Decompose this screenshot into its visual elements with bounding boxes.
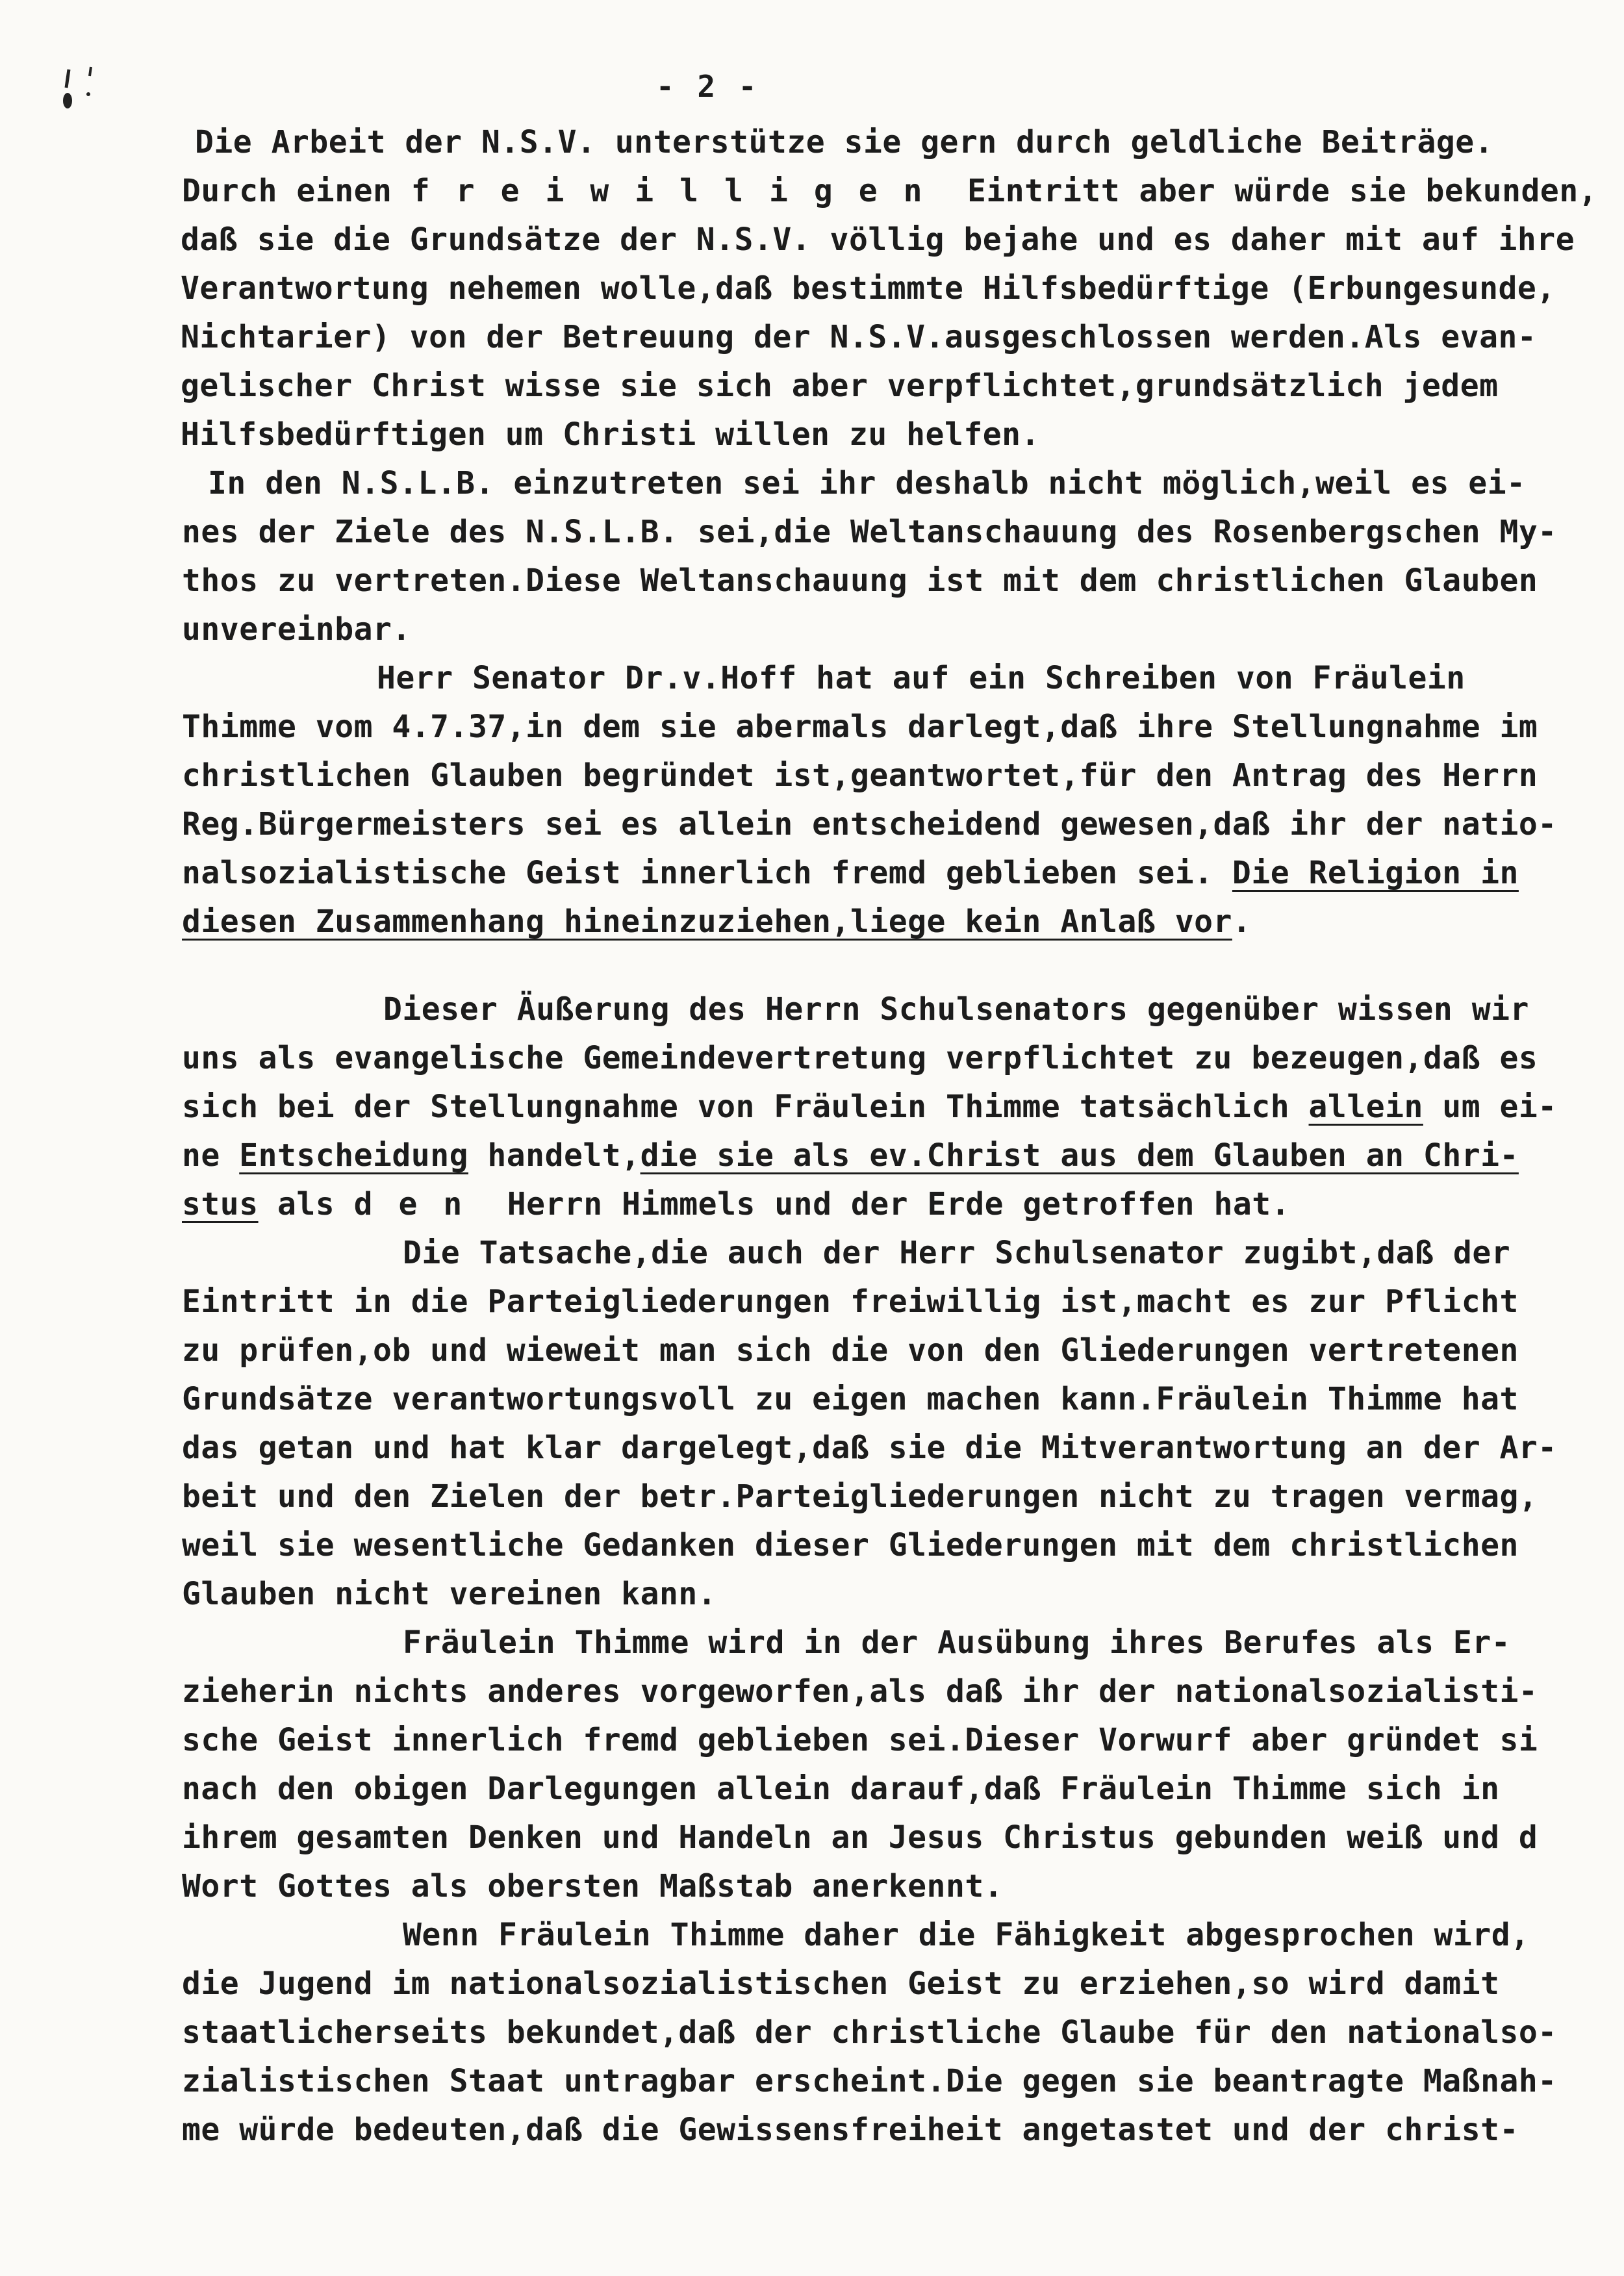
text-line	[208, 465, 1526, 501]
text-line	[182, 857, 1519, 889]
line-text: Verantwortung nehemen wolle,daß bestimmte Hilfsbedürftige (Erbungesunde,	[181, 270, 1556, 307]
line-text: Herr Senator Dr.v.Hoff hat auf ein Schreiben von Fräulein	[377, 660, 1465, 696]
line-text: zu prüfen,ob und wieweit man sich die von den Gliederungen vertretenen	[182, 1332, 1519, 1369]
text-line	[181, 368, 1499, 404]
line-text: uns als evangelische Gemeindevertretung verpflichtet zu bezeugen,daß es	[182, 1040, 1538, 1076]
line-text: weil sie wesentliche Gedanken dieser Gliederungen mit dem christlichen	[182, 1527, 1519, 1563]
text-line	[181, 319, 1537, 355]
line-text: Glauben nicht vereinen kann.	[182, 1576, 717, 1612]
line-text: Thimme vom 4.7.37,in dem sie abermals darlegt,daß ihre Stellungnahme im	[182, 709, 1538, 745]
text-line	[182, 1527, 1519, 1563]
line-text: als	[258, 1186, 354, 1222]
text-line	[182, 611, 411, 648]
text-line	[182, 1332, 1519, 1369]
line-text: gelischer Christ wisse sie sich aber verpflichtet,grundsätzlich jedem	[181, 368, 1499, 404]
line-text: um ei-	[1423, 1089, 1557, 1125]
line-text: thos zu vertreten.Diese Weltanschauung ist mit dem christlichen Glauben	[182, 563, 1538, 599]
text-line	[403, 1919, 1530, 1951]
line-text: sche Geist innerlich fremd geblieben sei.Dieser Vorwurf aber gründet si	[182, 1722, 1538, 1758]
line-text: das getan und hat klar dargelegt,daß sie die Mitverantwortung an der Ar-	[182, 1430, 1557, 1466]
line-text: Wenn Fräulein Thimme daher die Fähigkeit abgesprochen wird,	[403, 1917, 1530, 1953]
text-line	[182, 1089, 1557, 1125]
text-line	[181, 221, 1575, 258]
text-line	[182, 757, 1538, 794]
underlined-text: die sie als ev.Christ aus dem Glauben an Chri-	[640, 1137, 1519, 1174]
line-text: zialistischen Staat untragbar erscheint.Die gegen sie beantragte Maßnah-	[182, 2063, 1557, 2099]
line-text: Dieser Äußerung des Herrn Schulsenators gegenüber wissen wir	[383, 991, 1529, 1028]
text-line	[182, 1040, 1538, 1076]
underlined-text: allein	[1308, 1089, 1423, 1125]
line-text: nes der Ziele des N.S.L.B. sei,die Weltanschauung des Rosenbergschen My-	[182, 514, 1557, 550]
underlined-text: diesen Zusammenhang hineinzuziehen,liege kein Anlaß vor	[182, 904, 1232, 940]
text-line	[182, 1771, 1500, 1807]
line-text: ihrem gesamten Denken und Handeln an Jesus Christus gebunden weiß und d	[182, 1819, 1538, 1856]
margin-punch-marks	[60, 62, 118, 120]
line-text: staatlicherseits bekundet,daß der christliche Glaube für den nationalso-	[182, 2014, 1557, 2051]
text-line	[181, 416, 1040, 453]
line-text: Herrn Himmels und der Erde getroffen hat.	[488, 1186, 1291, 1222]
text-line	[181, 270, 1556, 307]
text-line	[182, 1819, 1538, 1856]
line-text: .	[1232, 904, 1252, 940]
line-text: Fräulein Thimme wird in der Ausübung ihres Berufes als Er-	[403, 1625, 1511, 1661]
text-line	[182, 2063, 1557, 2099]
underlined-text: Die Religion in	[1232, 855, 1519, 891]
text-line	[383, 991, 1529, 1028]
text-line	[182, 563, 1538, 599]
text-line	[182, 1283, 1519, 1320]
text-line	[182, 1966, 1500, 2002]
line-text: sich bei der Stellungnahme von Fräulein Thimme tatsächlich	[182, 1089, 1309, 1125]
text-line	[182, 2014, 1557, 2051]
line-text: me würde bedeuten,daß die Gewissensfreiheit angetastet und der christ-	[182, 2112, 1519, 2148]
line-text: Die Arbeit der N.S.V. unterstütze sie gern durch geldliche Beiträge.	[195, 124, 1494, 160]
text-line	[182, 516, 1557, 548]
text-line	[182, 904, 1252, 940]
text-line	[182, 2112, 1519, 2148]
line-text: Nichtarier) von der Betreuung der N.S.V.ausgeschlossen werden.Als evan-	[181, 319, 1537, 355]
text-line	[182, 1673, 1538, 1710]
page-number: - 2 -	[656, 69, 759, 104]
line-text: Wort Gottes als obersten Maßstab anerkennt.	[182, 1868, 1004, 1904]
line-text: Hilfsbedürftigen um Christi willen zu helfen.	[181, 416, 1040, 453]
line-text: unvereinbar.	[182, 611, 411, 648]
line-text: Reg.Bürgermeisters sei es allein entscheidend gewesen,daß ihr der natio-	[182, 806, 1557, 842]
text-line	[182, 1578, 717, 1610]
line-text: nach den obigen Darlegungen allein darauf,daß Fräulein Thimme sich in	[182, 1771, 1500, 1807]
line-text: daß sie die Grundsätze der N.S.V. völlig bejahe und es daher mit auf ihre	[181, 221, 1575, 258]
text-line	[403, 1237, 1510, 1269]
text-line	[182, 1381, 1519, 1417]
line-text: ne	[182, 1137, 240, 1174]
line-text: zieherin nichts anderes vorgeworfen,als daß ihr der nationalsozialisti-	[182, 1673, 1538, 1710]
text-line	[195, 124, 1494, 160]
line-text: Durch einen	[182, 173, 411, 209]
line-text: nalsozialistische Geist innerlich fremd geblieben sei.	[182, 855, 1232, 891]
line-text: christlichen Glauben begründet ist,geantwortet,für den Antrag des Herrn	[182, 757, 1538, 794]
line-text: Die Tatsache,die auch der Herr Schulsenator zugibt,daß der	[403, 1235, 1511, 1271]
text-line	[403, 1625, 1511, 1661]
underlined-text: Entscheidung	[239, 1137, 468, 1174]
line-text: Eintritt aber würde sie bekunden,	[948, 173, 1598, 209]
text-line	[182, 1186, 1291, 1222]
line-text: beit und den Zielen der betr.Parteigliederungen nicht zu tragen vermag,	[182, 1478, 1538, 1515]
line-text: In den N.S.L.B. einzutreten sei ihr deshalb nicht möglich,weil es ei-	[208, 465, 1526, 501]
line-text: handelt,	[468, 1137, 641, 1174]
text-line	[182, 1478, 1538, 1515]
spaced-text: freiwilligen	[411, 173, 948, 209]
text-line	[182, 709, 1538, 745]
spaced-text: den	[353, 1186, 488, 1222]
line-text: Eintritt in die Parteigliederungen freiwillig ist,macht es zur Pflicht	[182, 1283, 1519, 1320]
underlined-text: stus	[182, 1186, 259, 1222]
text-line	[182, 806, 1557, 842]
line-text: Grundsätze verantwortungsvoll zu eigen machen kann.Fräulein Thimme hat	[182, 1381, 1519, 1417]
line-text: die Jugend im nationalsozialistischen Geist zu erziehen,so wird damit	[182, 1966, 1500, 2002]
text-line	[182, 1868, 1004, 1904]
text-line	[377, 660, 1465, 696]
text-line	[182, 175, 1597, 207]
text-line	[182, 1722, 1538, 1758]
text-line	[182, 1430, 1557, 1466]
text-line	[182, 1137, 1519, 1174]
